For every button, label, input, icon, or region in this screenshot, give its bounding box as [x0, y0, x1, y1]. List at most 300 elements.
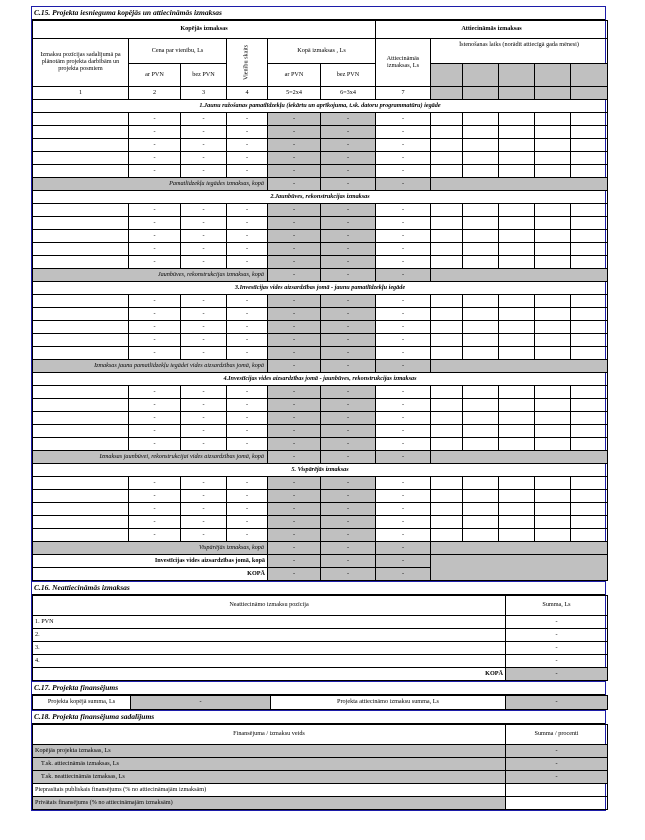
- price-with-vat-cell[interactable]: -: [129, 165, 181, 178]
- price-with-vat-cell[interactable]: -: [129, 152, 181, 165]
- price-without-vat-cell[interactable]: -: [181, 243, 227, 256]
- price-with-vat-cell[interactable]: -: [129, 490, 181, 503]
- total-with-vat-cell: -: [268, 334, 321, 347]
- units-cell[interactable]: -: [227, 516, 268, 529]
- timing-cell[interactable]: [499, 217, 535, 230]
- cost-position-cell[interactable]: [33, 347, 129, 360]
- price-without-vat-cell[interactable]: -: [181, 503, 227, 516]
- group-heading-row: [33, 373, 608, 386]
- timing-cell[interactable]: [499, 113, 535, 126]
- units-cell[interactable]: -: [227, 321, 268, 334]
- price-without-vat-cell[interactable]: -: [181, 334, 227, 347]
- price-without-vat-cell[interactable]: -: [181, 490, 227, 503]
- eligible-cell[interactable]: -: [376, 334, 431, 347]
- timing-cell[interactable]: [431, 217, 463, 230]
- price-with-vat-cell[interactable]: -: [129, 126, 181, 139]
- timing-cell[interactable]: [535, 386, 571, 399]
- timing-cell[interactable]: [571, 217, 608, 230]
- eligible-cell[interactable]: -: [376, 529, 431, 542]
- timing-cell[interactable]: [499, 503, 535, 516]
- total-with-vat-cell: -: [268, 113, 321, 126]
- cost-position-cell[interactable]: [33, 113, 129, 126]
- units-cell[interactable]: -: [227, 438, 268, 451]
- units-cell[interactable]: -: [227, 256, 268, 269]
- price-without-vat-cell[interactable]: -: [181, 165, 227, 178]
- financing-row-value[interactable]: [506, 784, 608, 797]
- timing-cell[interactable]: [463, 217, 499, 230]
- timing-cell[interactable]: [535, 126, 571, 139]
- timing-cell[interactable]: [499, 308, 535, 321]
- timing-cell[interactable]: [463, 308, 499, 321]
- timing-cell[interactable]: [535, 321, 571, 334]
- price-with-vat-cell[interactable]: -: [129, 308, 181, 321]
- price-without-vat-cell[interactable]: -: [181, 230, 227, 243]
- units-cell[interactable]: -: [227, 490, 268, 503]
- price-without-vat-cell[interactable]: -: [181, 425, 227, 438]
- timing-cell[interactable]: [571, 243, 608, 256]
- form-page: [31, 6, 606, 811]
- timing-cell[interactable]: [535, 516, 571, 529]
- units-cell[interactable]: -: [227, 126, 268, 139]
- eligible-cell[interactable]: -: [376, 139, 431, 152]
- timing-cell[interactable]: [463, 243, 499, 256]
- price-without-vat-cell[interactable]: -: [181, 477, 227, 490]
- timing-cell[interactable]: [535, 412, 571, 425]
- timing-cell[interactable]: [499, 230, 535, 243]
- timing-cell[interactable]: [499, 412, 535, 425]
- price-with-vat-cell[interactable]: -: [129, 256, 181, 269]
- section-title: C.15. Projekta iesnieguma kopējās un attiecināmās izmaksas: [32, 7, 605, 20]
- total-with-vat-cell: -: [268, 386, 321, 399]
- price-without-vat-cell[interactable]: -: [181, 139, 227, 152]
- timing-cell[interactable]: [463, 438, 499, 451]
- financing-row-value: -: [506, 758, 608, 771]
- timing-cell[interactable]: [463, 152, 499, 165]
- price-with-vat-cell[interactable]: -: [129, 503, 181, 516]
- timing-cell[interactable]: [431, 399, 463, 412]
- timing-cell[interactable]: [535, 113, 571, 126]
- price-with-vat-cell[interactable]: -: [129, 230, 181, 243]
- timing-cell[interactable]: [431, 308, 463, 321]
- timing-cell[interactable]: [535, 438, 571, 451]
- units-cell[interactable]: -: [227, 295, 268, 308]
- price-without-vat-cell[interactable]: -: [181, 386, 227, 399]
- eligible-cell[interactable]: -: [376, 477, 431, 490]
- eligible-cell[interactable]: -: [376, 256, 431, 269]
- units-cell[interactable]: -: [227, 386, 268, 399]
- timing-cell[interactable]: [499, 347, 535, 360]
- timing-cell[interactable]: [535, 477, 571, 490]
- timing-cell[interactable]: [499, 425, 535, 438]
- subtotal-without-vat: -: [321, 542, 376, 555]
- timing-cell[interactable]: [571, 516, 608, 529]
- timing-cell[interactable]: [431, 438, 463, 451]
- timing-cell[interactable]: [463, 334, 499, 347]
- timing-cell[interactable]: [571, 230, 608, 243]
- eligible-cell[interactable]: -: [376, 204, 431, 217]
- timing-cell[interactable]: [535, 334, 571, 347]
- timing-cell[interactable]: [463, 516, 499, 529]
- price-with-vat-cell[interactable]: -: [129, 399, 181, 412]
- timing-cell: [571, 87, 608, 100]
- units-cell[interactable]: -: [227, 139, 268, 152]
- timing-cell[interactable]: [463, 347, 499, 360]
- cost-position-cell[interactable]: [33, 503, 129, 516]
- total-with-vat-cell: -: [268, 347, 321, 360]
- timing-cell[interactable]: [463, 386, 499, 399]
- non-eligible-row-label: 1. PVN: [33, 616, 506, 629]
- eligible-cell[interactable]: -: [376, 516, 431, 529]
- cost-position-cell[interactable]: [33, 230, 129, 243]
- price-without-vat-cell[interactable]: -: [181, 516, 227, 529]
- total-with-vat-cell: -: [268, 217, 321, 230]
- price-with-vat-cell[interactable]: -: [129, 425, 181, 438]
- price-without-vat-cell[interactable]: -: [181, 399, 227, 412]
- timing-cell[interactable]: [571, 152, 608, 165]
- cost-position-cell[interactable]: [33, 165, 129, 178]
- cost-position-cell[interactable]: [33, 139, 129, 152]
- timing-cell[interactable]: [463, 477, 499, 490]
- timing-cell[interactable]: [431, 477, 463, 490]
- timing-cell[interactable]: [535, 217, 571, 230]
- units-cell[interactable]: -: [227, 399, 268, 412]
- price-without-vat-cell[interactable]: -: [181, 438, 227, 451]
- cost-position-cell[interactable]: [33, 204, 129, 217]
- timing-cell[interactable]: [535, 230, 571, 243]
- eligible-cell[interactable]: -: [376, 217, 431, 230]
- total-with-vat-cell: -: [268, 295, 321, 308]
- eligible-cell[interactable]: -: [376, 321, 431, 334]
- total-with-vat-cell: -: [268, 126, 321, 139]
- total-without-vat-cell: -: [321, 347, 376, 360]
- col-units-header: [227, 39, 268, 87]
- timing-cell[interactable]: [571, 425, 608, 438]
- eligible-cell[interactable]: -: [376, 412, 431, 425]
- timing-cell[interactable]: [431, 412, 463, 425]
- cost-position-cell[interactable]: [33, 425, 129, 438]
- timing-cell[interactable]: [499, 126, 535, 139]
- cost-position-cell[interactable]: [33, 477, 129, 490]
- timing-cell[interactable]: [463, 503, 499, 516]
- price-without-vat-cell[interactable]: -: [181, 113, 227, 126]
- units-cell[interactable]: -: [227, 152, 268, 165]
- timing-cell[interactable]: [463, 113, 499, 126]
- total-costs-header: Kopējās izmaksas: [33, 21, 376, 39]
- financing-sum-header: Summa / procenti: [506, 725, 608, 745]
- timing-cell: [431, 64, 463, 87]
- timing-cell[interactable]: [463, 139, 499, 152]
- timing-cell[interactable]: [535, 425, 571, 438]
- timing-cell[interactable]: [571, 529, 608, 542]
- timing-cell[interactable]: [431, 386, 463, 399]
- price-with-vat-cell[interactable]: -: [129, 243, 181, 256]
- units-cell[interactable]: -: [227, 217, 268, 230]
- price-with-vat-cell[interactable]: -: [129, 477, 181, 490]
- units-cell[interactable]: -: [227, 204, 268, 217]
- timing-cell[interactable]: [535, 347, 571, 360]
- price-without-vat-cell[interactable]: -: [181, 321, 227, 334]
- section-title: C.17. Projekta finansējums: [32, 682, 605, 695]
- timing-cell[interactable]: [571, 295, 608, 308]
- total-without-vat-cell: -: [321, 126, 376, 139]
- units-cell[interactable]: -: [227, 230, 268, 243]
- timing-cell[interactable]: [535, 152, 571, 165]
- cost-position-cell[interactable]: [33, 516, 129, 529]
- timing-cell[interactable]: [431, 165, 463, 178]
- timing-cell[interactable]: [431, 230, 463, 243]
- timing-cell[interactable]: [463, 295, 499, 308]
- timing-cell[interactable]: [499, 321, 535, 334]
- timing-cell[interactable]: [463, 399, 499, 412]
- total-without-vat-cell: -: [321, 334, 376, 347]
- total-without-vat-cell: -: [321, 386, 376, 399]
- timing-cell[interactable]: [431, 256, 463, 269]
- timing-cell[interactable]: [571, 490, 608, 503]
- price-without-vat-cell[interactable]: -: [181, 529, 227, 542]
- cost-position-cell[interactable]: [33, 243, 129, 256]
- price-with-vat-cell[interactable]: -: [129, 347, 181, 360]
- eligible-cell[interactable]: -: [376, 386, 431, 399]
- timing-cell[interactable]: [571, 412, 608, 425]
- timing-cell[interactable]: [431, 243, 463, 256]
- units-cell[interactable]: -: [227, 529, 268, 542]
- timing-cell[interactable]: [499, 256, 535, 269]
- cost-position-cell[interactable]: [33, 321, 129, 334]
- financing-row-label: T.sk. attiecināmās izmaksas, Ls: [33, 758, 506, 771]
- cost-position-cell[interactable]: [33, 152, 129, 165]
- timing-cell[interactable]: [499, 529, 535, 542]
- eligible-cell[interactable]: -: [376, 503, 431, 516]
- price-with-vat-cell[interactable]: -: [129, 386, 181, 399]
- timing-cell: [499, 87, 535, 100]
- price-with-vat-cell[interactable]: -: [129, 217, 181, 230]
- timing-cell[interactable]: [499, 490, 535, 503]
- timing-cell[interactable]: [463, 165, 499, 178]
- timing-cell[interactable]: [571, 204, 608, 217]
- units-cell[interactable]: -: [227, 425, 268, 438]
- total-with-vat-cell: -: [268, 204, 321, 217]
- price-with-vat-cell[interactable]: -: [129, 516, 181, 529]
- timing-cell[interactable]: [463, 126, 499, 139]
- total-with-vat-cell: -: [268, 399, 321, 412]
- non-eligible-total-value: -: [506, 668, 608, 681]
- timing-cell[interactable]: [431, 295, 463, 308]
- timing-cell[interactable]: [571, 503, 608, 516]
- eligible-cell[interactable]: -: [376, 295, 431, 308]
- units-cell[interactable]: -: [227, 243, 268, 256]
- timing-cell[interactable]: [431, 113, 463, 126]
- timing-cell[interactable]: [463, 230, 499, 243]
- units-cell[interactable]: -: [227, 165, 268, 178]
- timing-cell[interactable]: [571, 438, 608, 451]
- total-without-vat-cell: -: [321, 152, 376, 165]
- timing-cell[interactable]: [571, 139, 608, 152]
- units-cell[interactable]: -: [227, 347, 268, 360]
- cost-position-cell[interactable]: [33, 126, 129, 139]
- eligible-cell[interactable]: -: [376, 347, 431, 360]
- non-eligible-row-value: -: [506, 642, 608, 655]
- timing-cell[interactable]: [499, 516, 535, 529]
- timing-cell[interactable]: [535, 139, 571, 152]
- timing-cell[interactable]: [463, 425, 499, 438]
- eligible-cell[interactable]: -: [376, 399, 431, 412]
- timing-cell[interactable]: [431, 503, 463, 516]
- timing-cell[interactable]: [535, 295, 571, 308]
- price-with-vat-cell[interactable]: -: [129, 113, 181, 126]
- timing-cell[interactable]: [431, 516, 463, 529]
- cost-row: [33, 490, 608, 503]
- timing-cell[interactable]: [431, 425, 463, 438]
- subtotal-with-vat: -: [268, 451, 321, 464]
- timing-cell[interactable]: [571, 347, 608, 360]
- timing-cell[interactable]: [571, 477, 608, 490]
- timing-cell[interactable]: [431, 347, 463, 360]
- price-without-vat-cell[interactable]: -: [181, 217, 227, 230]
- timing-cell[interactable]: [499, 438, 535, 451]
- timing-cell[interactable]: [463, 529, 499, 542]
- units-cell[interactable]: -: [227, 412, 268, 425]
- timing-cell[interactable]: [431, 204, 463, 217]
- eligible-cell[interactable]: -: [376, 438, 431, 451]
- group-heading: 1.Jaunu ražošanas pamatlīdzekļu (iekārtu un aprīkojuma, t.sk. datoru programmatūru) iegāde: [33, 100, 608, 113]
- cost-position-cell[interactable]: [33, 308, 129, 321]
- timing-cell[interactable]: [499, 477, 535, 490]
- timing-cell: [571, 64, 608, 87]
- timing-cell[interactable]: [499, 204, 535, 217]
- timing-cell[interactable]: [499, 399, 535, 412]
- timing-cell[interactable]: [463, 412, 499, 425]
- units-cell[interactable]: -: [227, 503, 268, 516]
- timing-cell[interactable]: [535, 308, 571, 321]
- subtotal-timing-block: [431, 360, 608, 373]
- units-cell[interactable]: -: [227, 113, 268, 126]
- timing-cell[interactable]: [463, 204, 499, 217]
- total-without-vat-cell: -: [321, 204, 376, 217]
- timing-cell[interactable]: [499, 386, 535, 399]
- timing-cell[interactable]: [431, 321, 463, 334]
- eligible-cell[interactable]: -: [376, 152, 431, 165]
- timing-cell: [535, 64, 571, 87]
- timing-cell[interactable]: [571, 126, 608, 139]
- subtotal-with-vat: -: [268, 178, 321, 191]
- group-subtotal-row: [33, 451, 608, 464]
- timing-cell[interactable]: [431, 126, 463, 139]
- cost-position-cell[interactable]: [33, 386, 129, 399]
- timing-cell[interactable]: [499, 334, 535, 347]
- price-without-vat-cell[interactable]: -: [181, 204, 227, 217]
- timing-cell[interactable]: [571, 113, 608, 126]
- price-with-vat-cell[interactable]: -: [129, 529, 181, 542]
- price-without-vat-cell[interactable]: -: [181, 152, 227, 165]
- timing-cell[interactable]: [499, 243, 535, 256]
- timing-cell[interactable]: [499, 295, 535, 308]
- timing-cell[interactable]: [571, 386, 608, 399]
- total-without-vat-cell: -: [321, 412, 376, 425]
- price-without-vat-cell[interactable]: -: [181, 126, 227, 139]
- timing-cell[interactable]: [535, 165, 571, 178]
- eligible-cell[interactable]: -: [376, 425, 431, 438]
- timing-cell[interactable]: [463, 256, 499, 269]
- timing-cell[interactable]: [535, 243, 571, 256]
- timing-cell[interactable]: [431, 490, 463, 503]
- timing-cell[interactable]: [499, 152, 535, 165]
- timing-cell[interactable]: [535, 490, 571, 503]
- price-without-vat-cell[interactable]: -: [181, 295, 227, 308]
- price-without-vat-cell[interactable]: -: [181, 347, 227, 360]
- timing-cell[interactable]: [535, 399, 571, 412]
- timing-cell[interactable]: [535, 503, 571, 516]
- cost-position-cell[interactable]: [33, 295, 129, 308]
- price-with-vat-cell[interactable]: -: [129, 295, 181, 308]
- units-cell[interactable]: -: [227, 477, 268, 490]
- subtotal-without-vat: -: [321, 451, 376, 464]
- subtotal-timing-block: [431, 451, 608, 464]
- eligible-cell[interactable]: -: [376, 126, 431, 139]
- timing-cell[interactable]: [431, 529, 463, 542]
- timing-cell[interactable]: [571, 256, 608, 269]
- timing-cell[interactable]: [431, 334, 463, 347]
- price-with-vat-cell[interactable]: -: [129, 412, 181, 425]
- timing-cell[interactable]: [499, 139, 535, 152]
- eligible-cell[interactable]: -: [376, 243, 431, 256]
- timing-cell[interactable]: [571, 308, 608, 321]
- price-with-vat-cell[interactable]: -: [129, 204, 181, 217]
- timing-cell[interactable]: [571, 165, 608, 178]
- cost-position-cell[interactable]: [33, 529, 129, 542]
- cost-row: [33, 425, 608, 438]
- price-with-vat-cell[interactable]: -: [129, 334, 181, 347]
- timing-cell[interactable]: [535, 256, 571, 269]
- units-cell[interactable]: -: [227, 334, 268, 347]
- timing-cell[interactable]: [535, 529, 571, 542]
- subtotal-timing-block: [431, 542, 608, 555]
- price-without-vat-cell[interactable]: -: [181, 412, 227, 425]
- price-with-vat-cell[interactable]: -: [129, 139, 181, 152]
- cost-position-cell[interactable]: [33, 438, 129, 451]
- cost-position-cell[interactable]: [33, 490, 129, 503]
- timing-cell[interactable]: [571, 334, 608, 347]
- eligible-cell[interactable]: -: [376, 113, 431, 126]
- timing-cell[interactable]: [499, 165, 535, 178]
- timing-cell[interactable]: [535, 204, 571, 217]
- timing-cell[interactable]: [463, 321, 499, 334]
- timing-cell[interactable]: [463, 490, 499, 503]
- section-c17: [31, 681, 606, 710]
- price-without-vat-cell[interactable]: -: [181, 256, 227, 269]
- timing-cell[interactable]: [431, 139, 463, 152]
- financing-row-value[interactable]: [506, 797, 608, 810]
- section-c15: [31, 6, 606, 581]
- cost-position-cell[interactable]: [33, 334, 129, 347]
- eligible-cell[interactable]: -: [376, 490, 431, 503]
- cost-position-cell[interactable]: [33, 256, 129, 269]
- units-cell[interactable]: -: [227, 308, 268, 321]
- eligible-cell[interactable]: -: [376, 230, 431, 243]
- eligible-cell[interactable]: -: [376, 308, 431, 321]
- cost-position-cell[interactable]: [33, 217, 129, 230]
- timing-cell[interactable]: [431, 152, 463, 165]
- timing-cell[interactable]: [571, 399, 608, 412]
- timing-cell[interactable]: [571, 321, 608, 334]
- total-with-vat-cell: -: [268, 529, 321, 542]
- eligible-cell[interactable]: -: [376, 165, 431, 178]
- price-without-vat-cell[interactable]: -: [181, 308, 227, 321]
- cost-position-cell[interactable]: [33, 412, 129, 425]
- price-with-vat-cell[interactable]: -: [129, 438, 181, 451]
- cost-position-cell[interactable]: [33, 399, 129, 412]
- price-with-vat-cell[interactable]: -: [129, 321, 181, 334]
- price-with-vat-header: ar PVN: [129, 64, 181, 87]
